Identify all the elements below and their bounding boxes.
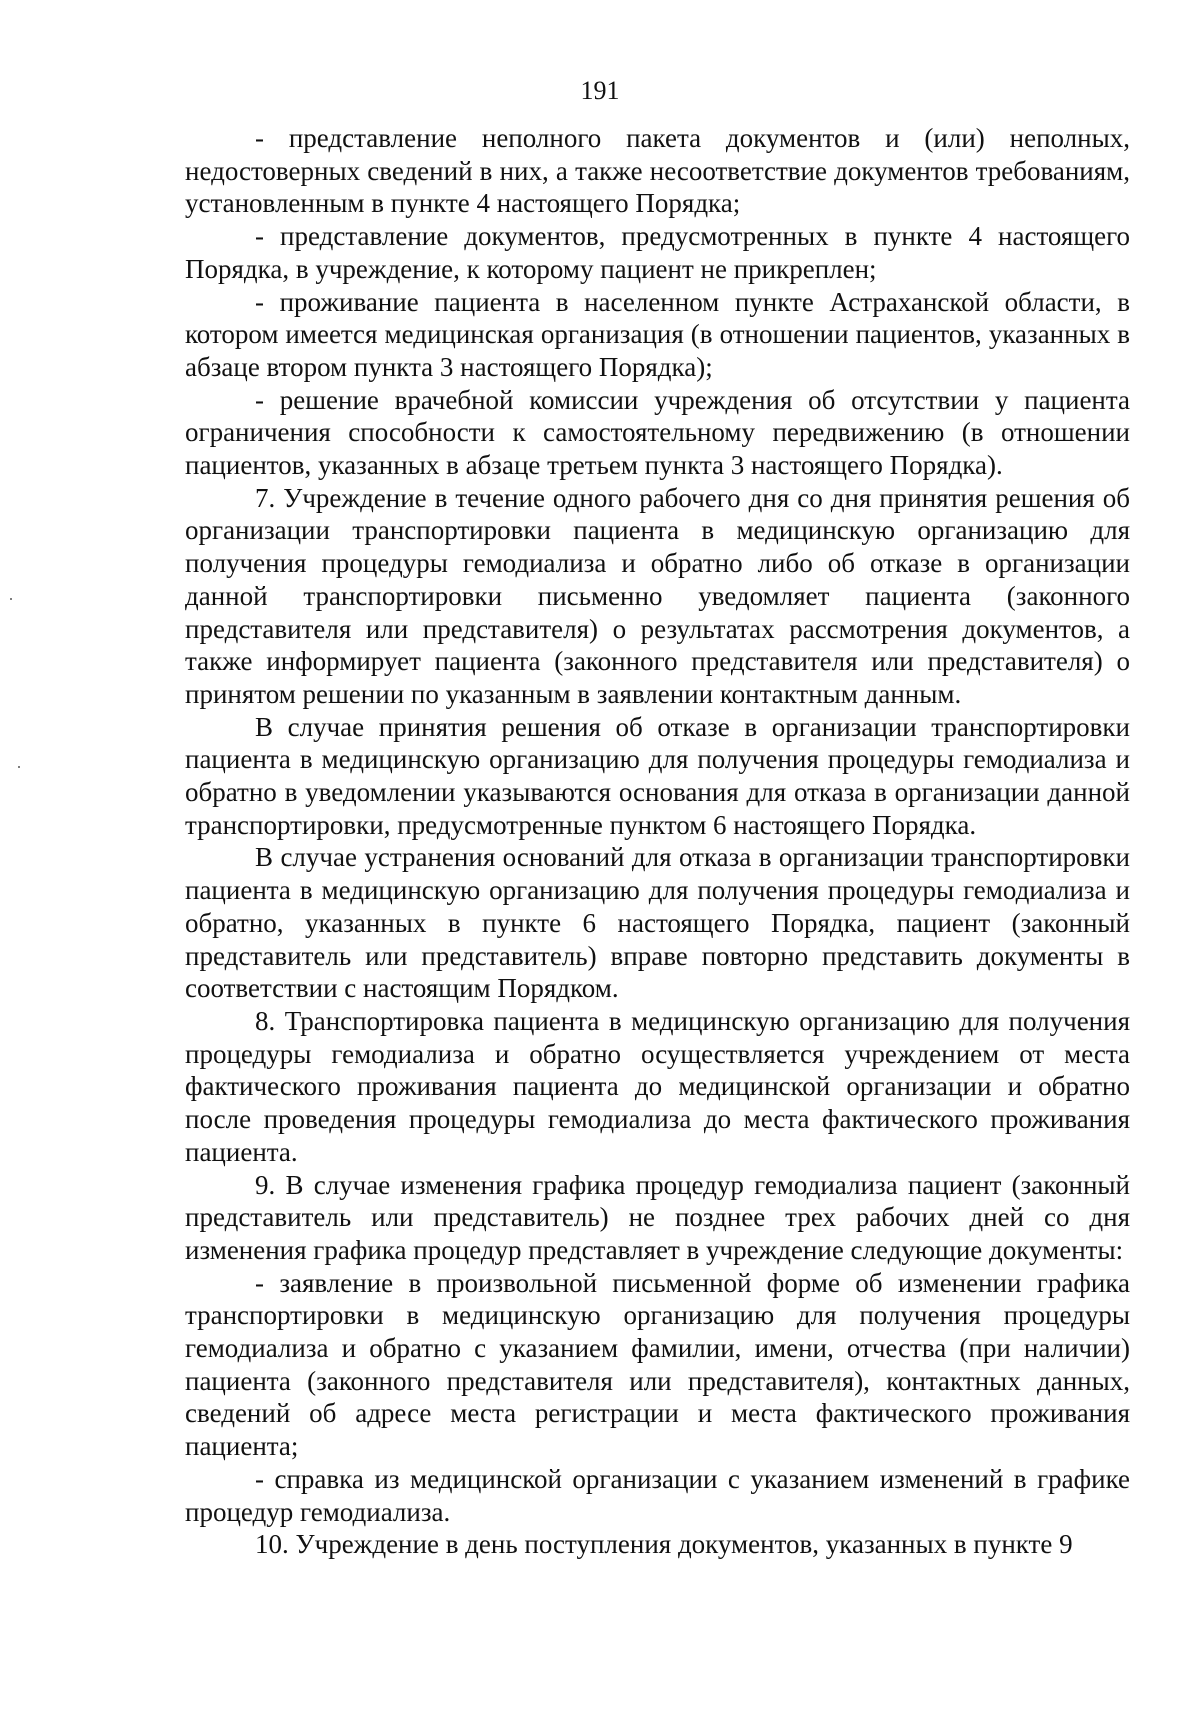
paragraph: 10. Учреждение в день поступления документов, указанных в пункте 9 bbox=[255, 1529, 1073, 1560]
document-body bbox=[185, 122, 1130, 1561]
page-number: 191 bbox=[580, 76, 620, 105]
paragraph: В случае принятия решения об отказе в организации транспортировки пациента в медицинскую организацию для получения процедуры гемодиализа и обратно в уведомлении указываются основания для отказа в организации данной транспортировки, предусмотренные пунктом 6 настоящего Порядка. bbox=[185, 711, 1130, 840]
paragraph: - представление документов, предусмотренных в пункте 4 настоящего Порядка, в учреждение, к которому пациент не прикреплен; bbox=[185, 221, 1130, 284]
paragraph: - справка из медицинской организации с указанием изменений в графике процедур гемодиализа. bbox=[185, 1463, 1130, 1527]
scan-speck bbox=[18, 766, 20, 768]
paragraph: - проживание пациента в населенном пункте Астраханской области, в котором имеется медицинская организация (в отношении пациентов, указанных в абзаце втором пункта 3 настоящего Порядка); bbox=[185, 286, 1130, 382]
paragraph: 9. В случае изменения графика процедур гемодиализа пациент (законный представитель или представитель) не позднее трех рабочих дней со дня изменения графика процедур представляет в учреждение следующие документы: bbox=[185, 1169, 1130, 1265]
paragraph: - решение врачебной комиссии учреждения об отсутствии у пациента ограничения способности к самостоятельному передвижению (в отношении пациентов, указанных в абзаце третьем пункта 3 настоящего Порядка). bbox=[185, 384, 1130, 481]
paragraph: - заявление в произвольной письменной форме об изменении графика транспортировки в медицинскую организацию для получения процедуры гемодиализа и обратно с указанием фамилии, имени, отчества (при наличии) пациента (законного представителя или представителя), контактных данных, сведений об адресе места регистрации и места фактического проживания пациента; bbox=[185, 1267, 1130, 1462]
paragraph: - представление неполного пакета документов и (или) неполных, недостоверных сведений в них, а также несоответствие документов требованиям, установленным в пункте 4 настоящего Порядка; bbox=[185, 123, 1130, 219]
scan-speck bbox=[10, 598, 12, 600]
paragraph: 8. Транспортировка пациента в медицинскую организацию для получения процедуры гемодиализа и обратно осуществляется учреждением от места фактического проживания пациента до медицинской организации и обратно после проведения процедуры гемодиализа до места фактического проживания пациента. bbox=[185, 1005, 1130, 1167]
paragraph: 7. Учреждение в течение одного рабочего дня со дня принятия решения об организации транспортировки пациента в медицинскую организацию для получения процедуры гемодиализа и обратно либо об отказе в организации данной транспортировки письменно уведомляет пациента (законного представителя или представителя) о результатах рассмотрения документов, а также информирует пациента (законного представителя или представителя) о принятом решении по указанным в заявлении контактным данным. bbox=[185, 482, 1130, 709]
paragraph: В случае устранения оснований для отказа в организации транспортировки пациента в медицинскую организацию для получения процедуры гемодиализа и обратно, указанных в пункте 6 настоящего Порядка, пациент (законный представитель или представитель) вправе повторно представить документы в соответствии с настоящим Порядком. bbox=[185, 842, 1130, 1004]
